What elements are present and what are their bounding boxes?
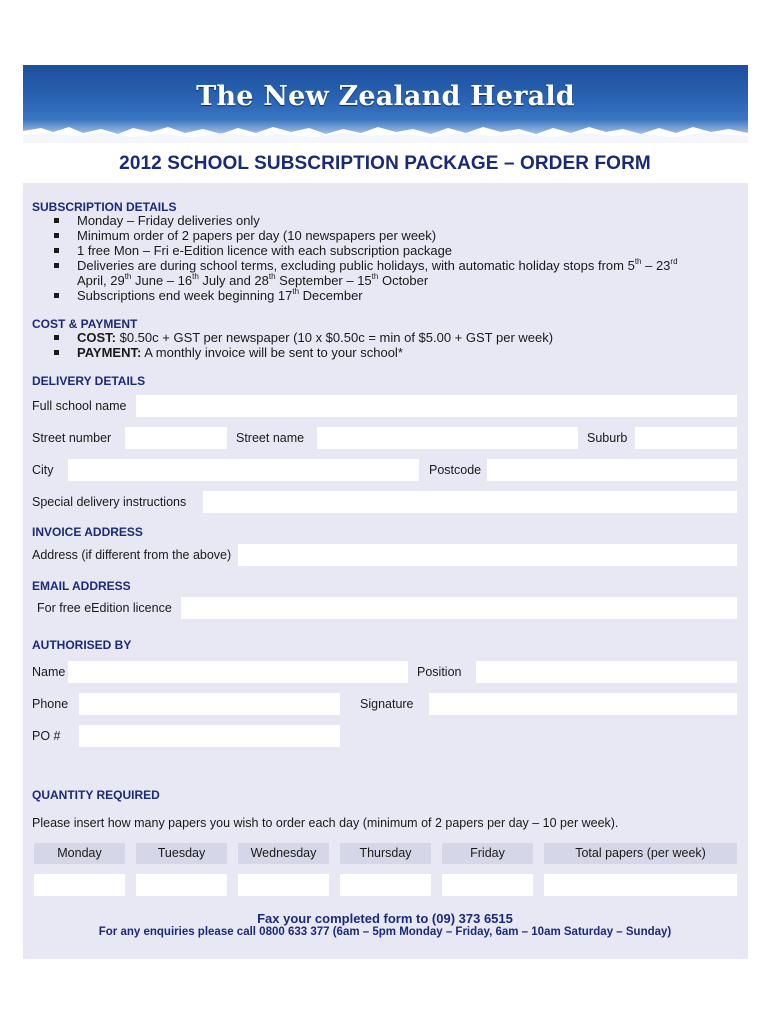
- day-header-wednesday: Wednesday: [238, 843, 329, 864]
- phone-label: Phone: [32, 697, 69, 711]
- torn-paper-edge: [23, 121, 748, 143]
- fax-line: Fax your completed form to (09) 373 6515: [257, 911, 513, 926]
- list-item: COST: $0.50c + GST per newspaper (10 x $0.50c = min of $5.00 + GST per week): [50, 330, 553, 345]
- list-item: Deliveries are during school terms, excluding public holidays, with automatic holiday stops from 5th – 23rd April, 29th June – 16th July and 28th September – 15th October: [50, 258, 727, 288]
- subscription-list: [50, 213, 727, 303]
- email-label: For free eEdition licence: [37, 601, 172, 615]
- signature-field[interactable]: [429, 693, 737, 715]
- email-field[interactable]: [181, 597, 737, 619]
- list-item: Minimum order of 2 papers per day (10 newspapers per week): [50, 228, 727, 243]
- list-item: 1 free Mon – Fri e-Edition licence with each subscription package: [50, 243, 727, 258]
- masthead-banner: [23, 65, 748, 143]
- quantity-total-field[interactable]: [544, 874, 737, 896]
- authorised-heading: AUTHORISED BY: [32, 638, 132, 652]
- po-label: PO #: [32, 729, 61, 743]
- suburb-field[interactable]: [635, 427, 737, 449]
- quantity-thursday-field[interactable]: [340, 874, 431, 896]
- enquiries-line: For any enquiries please call 0800 633 377 (6am – 5pm Monday – Friday, 6am – 10am Saturday – Sunday): [98, 926, 672, 938]
- instructions-label: Special delivery instructions: [32, 495, 187, 509]
- cost-list: [50, 330, 553, 360]
- delivery-heading: DELIVERY DETAILS: [32, 374, 146, 388]
- phone-field[interactable]: [79, 693, 340, 715]
- quantity-intro: Please insert how many papers you wish to order each day (minimum of 2 papers per day – 10 per week).: [32, 816, 619, 830]
- invoice-address-label: Address (if different from the above): [32, 548, 232, 562]
- list-item: Subscriptions end week beginning 17th December: [50, 288, 727, 303]
- city-field[interactable]: [68, 459, 419, 481]
- list-item: PAYMENT: A monthly invoice will be sent to your school*: [50, 345, 553, 360]
- day-header-thursday: Thursday: [340, 843, 431, 864]
- school-name-label: Full school name: [32, 399, 127, 413]
- quantity-friday-field[interactable]: [442, 874, 533, 896]
- day-header-friday: Friday: [442, 843, 533, 864]
- subscription-heading: SUBSCRIPTION DETAILS: [32, 200, 177, 214]
- instructions-field[interactable]: [203, 491, 737, 513]
- day-header-monday: Monday: [34, 843, 125, 864]
- quantity-heading: QUANTITY REQUIRED: [32, 788, 160, 802]
- invoice-address-field[interactable]: [238, 544, 737, 566]
- day-header-tuesday: Tuesday: [136, 843, 227, 864]
- name-field[interactable]: [68, 661, 408, 683]
- city-label: City: [32, 463, 54, 477]
- masthead-logo: The New Zealand Herald: [196, 81, 575, 112]
- position-label: Position: [417, 665, 462, 679]
- cost-heading: COST & PAYMENT: [32, 317, 138, 331]
- postcode-label: Postcode: [429, 463, 482, 477]
- po-field[interactable]: [79, 725, 340, 747]
- street-number-field[interactable]: [125, 427, 227, 449]
- email-heading: EMAIL ADDRESS: [32, 579, 131, 593]
- list-item: Monday – Friday deliveries only: [50, 213, 727, 228]
- street-name-label: Street name: [236, 431, 305, 445]
- street-name-field[interactable]: [317, 427, 578, 449]
- quantity-tuesday-field[interactable]: [136, 874, 227, 896]
- postcode-field[interactable]: [487, 459, 737, 481]
- quantity-wednesday-field[interactable]: [238, 874, 329, 896]
- school-name-field[interactable]: [136, 395, 737, 417]
- day-header-total: Total papers (per week): [544, 843, 737, 864]
- street-number-label: Street number: [32, 431, 112, 445]
- signature-label: Signature: [360, 697, 414, 711]
- invoice-heading: INVOICE ADDRESS: [32, 525, 143, 539]
- name-label: Name: [32, 665, 66, 679]
- suburb-label: Suburb: [587, 431, 628, 445]
- form-title: 2012 SCHOOL SUBSCRIPTION PACKAGE – ORDER FORM: [119, 153, 651, 174]
- position-field[interactable]: [476, 661, 737, 683]
- quantity-monday-field[interactable]: [34, 874, 125, 896]
